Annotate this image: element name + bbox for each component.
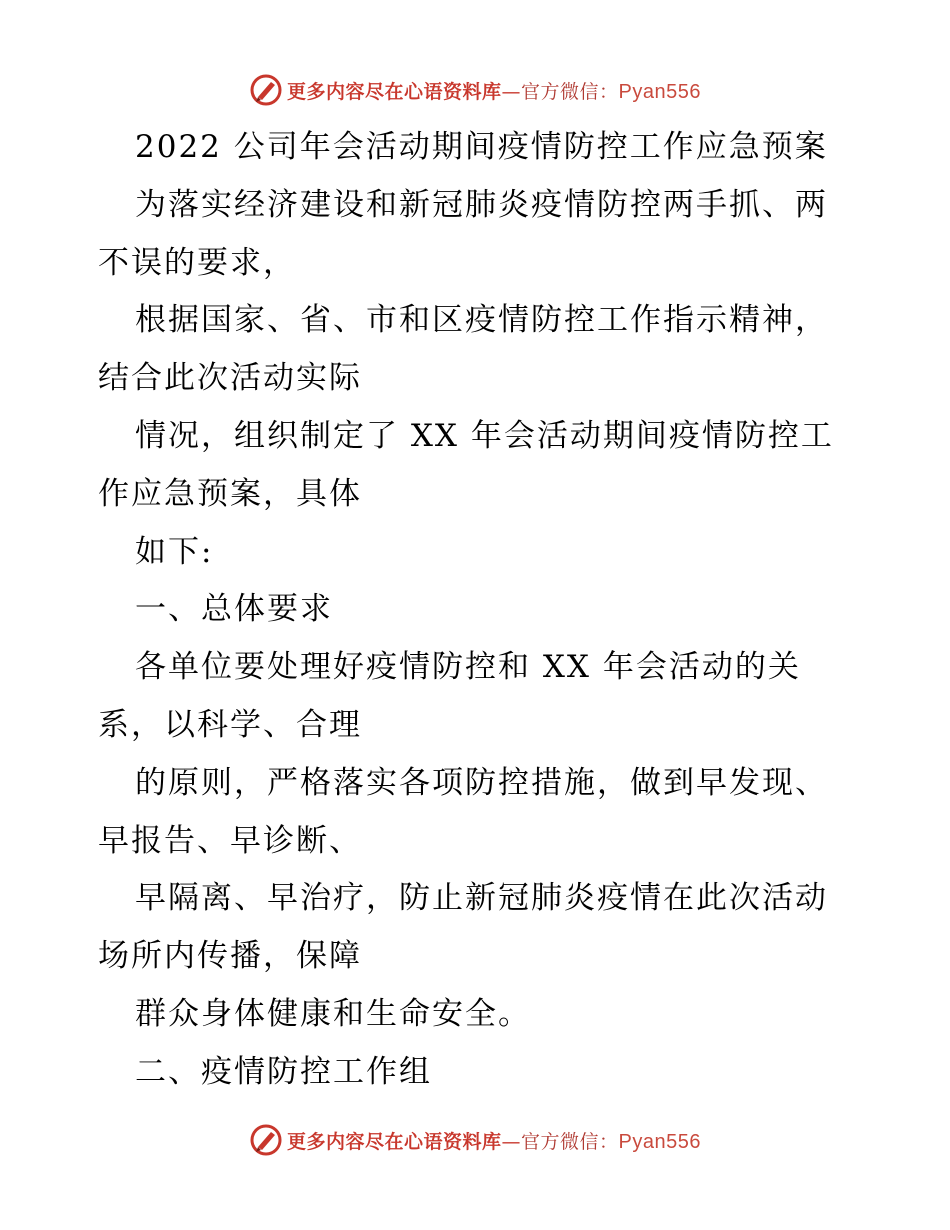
pen-logo-icon — [249, 1123, 283, 1157]
page-footer-watermark — [0, 1118, 950, 1162]
paragraph-line: 系，以科学、合理 — [98, 706, 362, 743]
paragraph-line: 场所内传播，保障 — [98, 938, 362, 975]
paragraph-line: 情况，组织制定了 XX 年会活动期间疫情防控工 — [135, 417, 834, 454]
paragraph-line: 各单位要处理好疫情防控和 XX 年会活动的关 — [135, 649, 801, 686]
paragraph-line: 群众身体健康和生命安全。 — [135, 995, 531, 1032]
section-heading: 一、总体要求 — [135, 591, 333, 628]
watermark — [249, 1123, 701, 1157]
paragraph-line: 不误的要求， — [98, 244, 296, 281]
paragraph-line: 结合此次活动实际 — [98, 360, 362, 397]
paragraph-line: 早隔离、早治疗，防止新冠肺炎疫情在此次活动 — [135, 880, 828, 917]
watermark — [249, 73, 701, 107]
watermark-wechat-label: 官方微信： — [521, 80, 619, 103]
watermark-brand: 更多内容尽在心语资料库 — [287, 1130, 502, 1153]
document-title: 2022 公司年会活动期间疫情防控工作应急预案 — [135, 129, 828, 165]
pen-logo-icon — [249, 73, 283, 107]
watermark-dash: — — [501, 1130, 522, 1153]
paragraph-line: 早报告、早诊断、 — [98, 822, 362, 859]
section-heading: 二、疫情防控工作组 — [135, 1053, 432, 1090]
watermark-dash: — — [501, 80, 522, 103]
document-body — [98, 119, 858, 1102]
paragraph-line: 为落实经济建设和新冠肺炎疫情防控两手抓、两 — [135, 186, 828, 223]
page-header-watermark — [0, 68, 950, 112]
paragraph-line: 的原则，严格落实各项防控措施，做到早发现、 — [135, 764, 828, 801]
paragraph-line: 根据国家、省、市和区疫情防控工作指示精神， — [135, 302, 828, 339]
watermark-wechat-id: Pyan556 — [618, 80, 701, 103]
paragraph-line: 如下: — [135, 533, 214, 570]
paragraph-line: 作应急预案，具体 — [98, 475, 362, 512]
watermark-wechat-label: 官方微信： — [521, 1130, 619, 1153]
watermark-brand: 更多内容尽在心语资料库 — [287, 80, 502, 103]
watermark-wechat-id: Pyan556 — [618, 1130, 701, 1153]
